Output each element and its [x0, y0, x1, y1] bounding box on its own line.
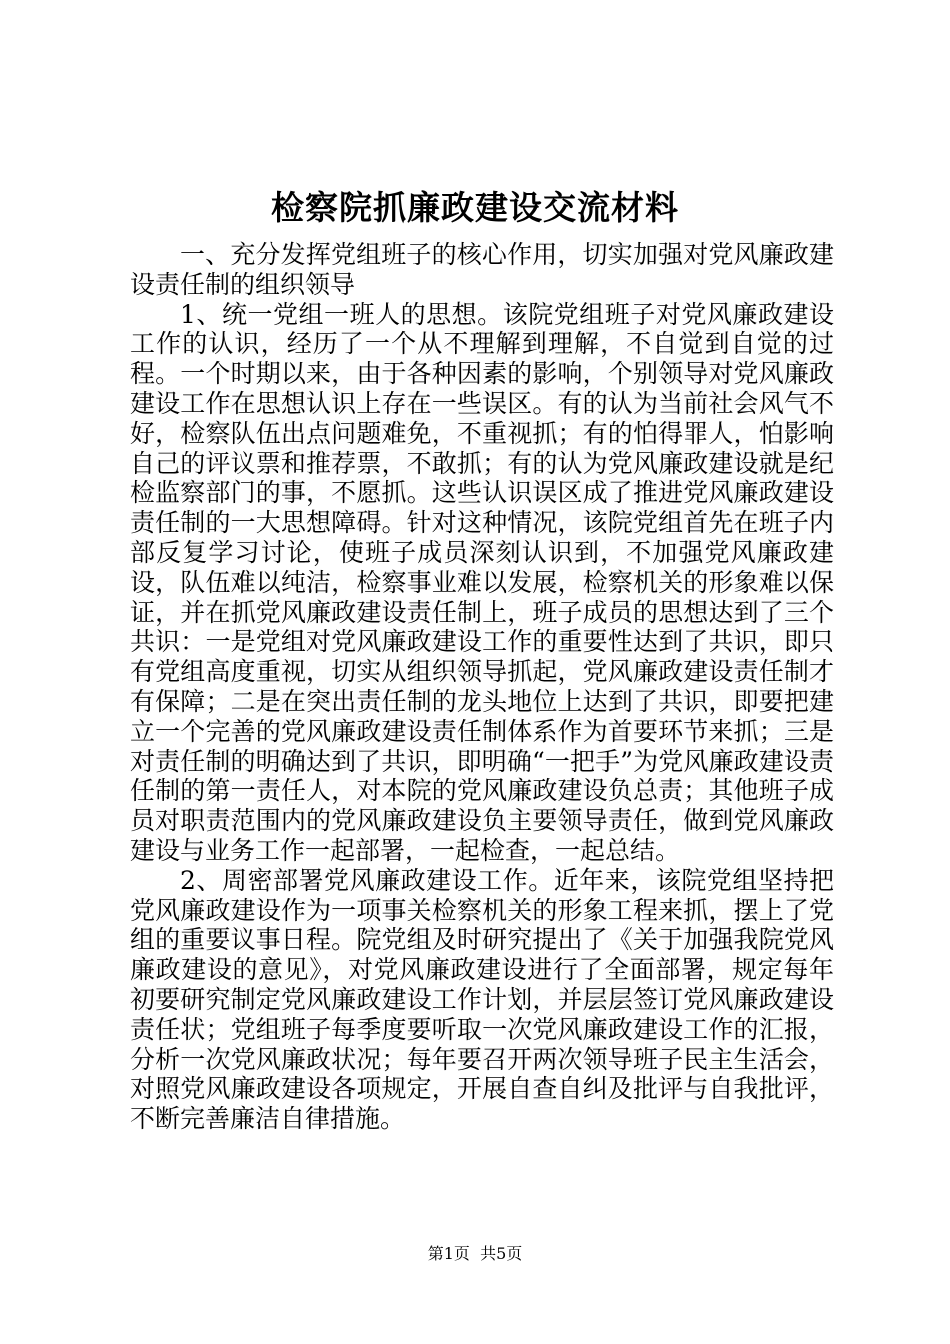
document-body [130, 240, 834, 1134]
paragraph: 2、周密部署党风廉政建设工作。近年来，该院党组坚持把党风廉政建设作为一项事关检察机关的形象工程来抓，摆上了党组的重要议事日程。院党组及时研究提出了《关于加强我院党风廉政建设的意见》，对党风廉政建设进行了全面部署，规定每年初要研究制定党风廉政建设工作计划，并层层签订党风廉政建设责任状；党组班子每季度要听取一次党风廉政建设工作的汇报，分析一次党风廉政状况；每年要召开两次领导班子民主生活会，对照党风廉政建设各项规定，开展自查自纠及批评与自我批评，不断完善廉洁自律措施。 [130, 865, 834, 1134]
document-title: 检察院抓廉政建设交流材料 [271, 188, 679, 227]
page-footer: 第1页 共5页 [427, 1244, 523, 1263]
section-heading: 一、充分发挥党组班子的核心作用，切实加强对党风廉政建设责任制的组织领导 [130, 240, 834, 299]
paragraph: 1、统一党组一班人的思想。该院党组班子对党风廉政建设工作的认识，经历了一个从不理解到理解，不自觉到自觉的过程。一个时期以来，由于各种因素的影响，个别领导对党风廉政建设工作在思想认识上存在一些误区。有的认为当前社会风气不好，检察队伍出点问题难免，不重视抓；有的怕得罪人，怕影响自己的评议票和推荐票，不敢抓；有的认为党风廉政建设就是纪检监察部门的事，不愿抓。这些认识误区成了推进党风廉政建设责任制的一大思想障碍。针对这种情况，该院党组首先在班子内部反复学习讨论，使班子成员深刻认识到，不加强党风廉政建设，队伍难以纯洁，检察事业难以发展，检察机关的形象难以保证，并在抓党风廉政建设责任制上，班子成员的思想达到了三个共识：一是党组对党风廉政建设工作的重要性达到了共识，即只有党组高度重视，切实从组织领导抓起，党风廉政建设责任制才有保障；二是在突出责任制的龙头地位上达到了共识，即要把建立一个完善的党风廉政建设责任制体系作为首要环节来抓；三是对责任制的明确达到了共识，即明确“一把手”为党风廉政建设责任制的第一责任人，对本院的党风廉政建设负总责；其他班子成员对职责范围内的党风廉政建设负主要领导责任，做到党风廉政建设与业务工作一起部署，一起检查，一起总结。 [130, 299, 834, 865]
